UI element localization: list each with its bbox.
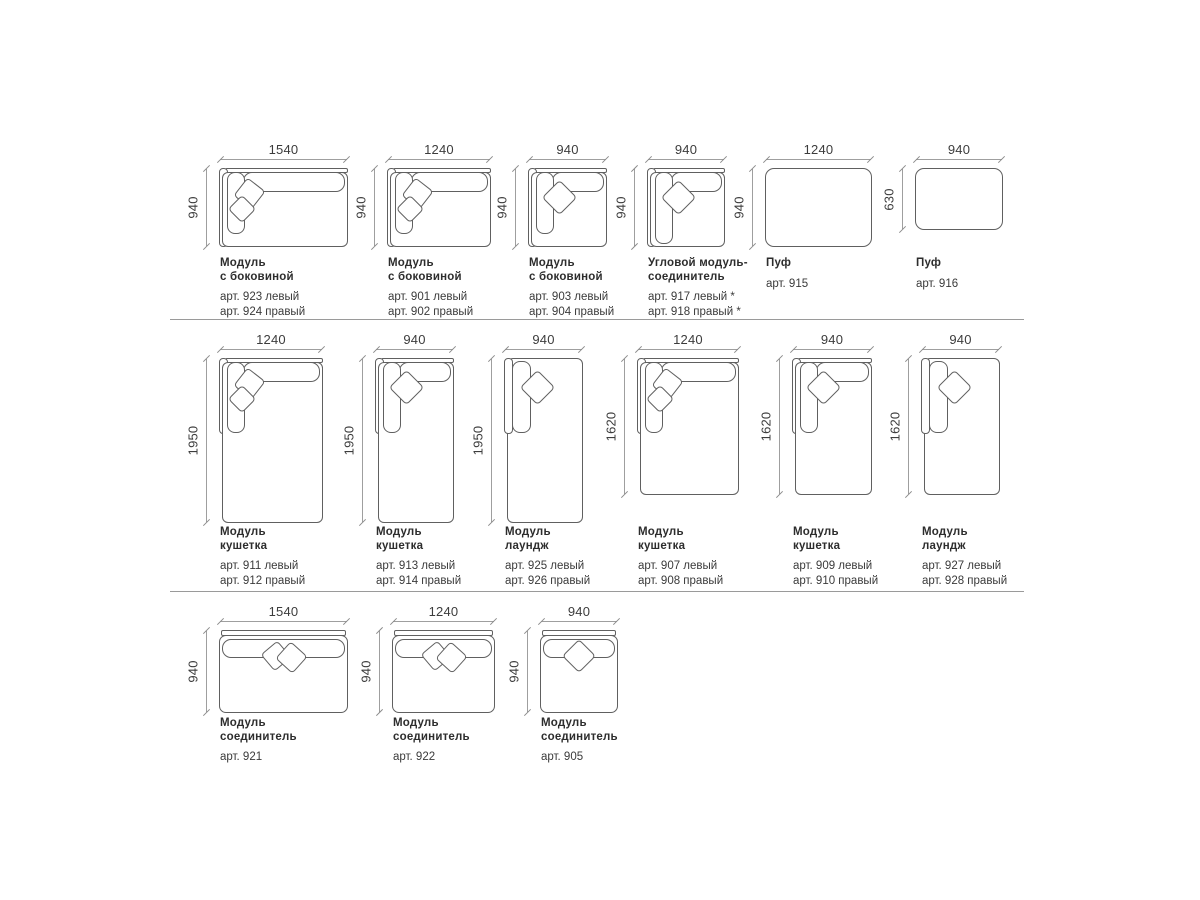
depth-dimension-value [468,358,488,523]
module-label [220,257,380,320]
module-name: Модуль [529,257,575,269]
depth-dimension-value [879,168,899,230]
depth-dimension-line [374,169,375,246]
depth-dimension-text: 1620 [758,411,774,442]
module-label [638,526,798,589]
armrest-cushion [929,361,948,433]
module-article-number: арт. 912 правый [220,575,306,587]
dimension-tick [998,156,1005,163]
width-dimension-value: 1540 [268,604,299,619]
depth-dimension-value [183,168,203,247]
dimension-tick [486,156,493,163]
module-article-number: арт. 908 правый [638,575,724,587]
module-name: лаундж [922,539,966,552]
pouf-outline [765,168,872,247]
dimension-tick [359,519,366,526]
width-dimension-line [793,349,871,350]
depth-dimension-value [339,358,359,523]
module-article-number: арт. 916 [916,277,959,290]
width-dimension-line [541,621,617,622]
module-drawing-daybed [219,358,323,523]
width-dimension-line [648,159,724,160]
dimension-tick [371,243,378,250]
module-articles [922,559,1082,589]
width-dimension-value: 940 [567,604,591,619]
module-name: кушетка [793,539,841,552]
module-label [393,717,553,765]
depth-dimension-text: 940 [613,196,629,219]
dimension-tick [602,156,609,163]
width-dimension-value: 940 [820,332,844,347]
dimension-tick [613,618,620,625]
depth-dimension-text: 630 [881,187,897,211]
module-name: соединитель [541,730,618,743]
dimension-tick [867,346,874,353]
dimension-tick [995,346,1002,353]
width-dimension-line [220,621,347,622]
module-name: соединитель [220,730,297,743]
module-articles [541,750,701,765]
module-label [922,526,1082,589]
dimension-tick [203,243,210,250]
depth-dimension-line [902,169,903,229]
depth-dimension-text: 940 [731,196,747,219]
module-name: с боковиной [388,270,462,283]
module-articles [393,750,553,765]
dimension-tick [203,709,210,716]
depth-dimension-text: 1950 [185,425,201,456]
dimension-tick [490,618,497,625]
depth-dimension-value [729,168,749,247]
module-label [541,717,701,765]
depth-dimension-line [206,631,207,712]
module-articles [220,559,380,589]
width-dimension-line [638,349,738,350]
module-drawing-daybed [637,358,739,495]
module-articles [388,290,548,320]
dimension-tick [449,346,456,353]
dimension-tick [488,519,495,526]
module-name: Модуль [376,526,422,538]
module-name: с боковиной [529,270,603,283]
width-dimension-line [393,621,494,622]
depth-dimension-value [885,358,905,495]
width-dimension-line [766,159,871,160]
armrest-cushion [512,361,531,433]
module-name: с боковиной [220,270,294,283]
width-dimension-value: 940 [674,142,698,157]
width-dimension-value: 940 [947,142,971,157]
module-name: Пуф [766,257,792,269]
module-articles [220,290,380,320]
module-articles [916,277,1076,292]
depth-dimension-line [908,359,909,494]
width-dimension-line [376,349,453,350]
dimension-tick [776,491,783,498]
module-article-number: арт. 907 левый [638,560,718,572]
dimension-tick [749,243,756,250]
module-drawing-pouf [765,168,872,247]
width-dimension-value: 1240 [256,332,286,347]
module-drawing-side [387,168,491,247]
module-article-number: арт. 903 левый [529,291,609,303]
module-name: Пуф [916,257,942,269]
module-article-number: арт. 902 правый [388,306,474,318]
module-article-number: арт. 901 левый [388,291,468,303]
armrest-cushion [655,172,673,244]
module-name: Модуль [793,526,839,538]
module-name: Модуль [638,526,684,538]
width-dimension-line [220,349,322,350]
depth-dimension-text: 940 [506,660,522,683]
depth-dimension-line [362,359,363,522]
module-name: лаундж [505,539,549,552]
depth-dimension-line [379,631,380,712]
dimension-tick [899,226,906,233]
module-drawing-connector [540,630,618,713]
module-name: Модуль [505,526,551,538]
module-articles [648,290,808,320]
depth-dimension-value [756,358,776,495]
module-article-number: арт. 915 [766,277,809,290]
depth-dimension-text: 940 [185,660,201,683]
module-article-number: арт. 922 [393,751,436,763]
module-name: Модуль [388,257,434,269]
module-article-number: арт. 926 правый [505,575,591,587]
module-drawing-daybed [792,358,872,495]
depth-dimension-value [504,630,524,713]
width-dimension-value: 1240 [673,332,703,347]
width-dimension-line [220,159,347,160]
width-dimension-line [505,349,582,350]
width-dimension-value: 940 [556,142,579,157]
module-article-number: арт. 927 левый [922,560,1002,572]
dimension-tick [318,346,325,353]
module-drawing-daybed [375,358,454,523]
depth-dimension-value [611,168,631,247]
module-article-number: арт. 914 правый [376,575,462,587]
module-drawing-corner [647,168,725,247]
width-dimension-value: 940 [949,332,972,347]
depth-dimension-text: 940 [353,196,369,219]
module-article-number: арт. 910 правый [793,575,879,587]
width-dimension-value: 940 [403,332,426,347]
module-name: Модуль [220,257,266,269]
depth-dimension-line [634,169,635,246]
dimension-tick [343,618,350,625]
dimension-tick [512,243,519,250]
module-name: кушетка [220,539,268,552]
module-name: Модуль [393,717,439,729]
pouf-outline [915,168,1003,230]
depth-dimension-text: 940 [358,660,374,683]
dimension-tick [376,709,383,716]
width-dimension-line [922,349,999,350]
width-dimension-value: 1240 [424,142,454,157]
module-article-number: арт. 928 правый [922,575,1008,587]
module-article-number: арт. 925 левый [505,560,585,572]
depth-dimension-line [206,359,207,522]
width-dimension-value: 1240 [428,604,459,619]
module-articles [220,750,380,765]
module-drawing-side [528,168,607,247]
module-name: кушетка [376,539,424,552]
dimension-tick [578,346,585,353]
depth-dimension-line [527,631,528,712]
depth-dimension-line [752,169,753,246]
module-name: кушетка [638,539,686,552]
depth-dimension-text: 940 [185,196,201,219]
module-article-number: арт. 918 правый * [648,306,741,318]
width-dimension-line [529,159,606,160]
module-name: Угловой модуль- [648,257,748,269]
depth-dimension-text: 940 [494,196,510,219]
module-articles [638,559,798,589]
module-article-number: арт. 904 правый [529,306,615,318]
dimension-tick [631,243,638,250]
module-name: соединитель [393,730,470,743]
module-name: Модуль [220,717,266,729]
dimension-tick [720,156,727,163]
depth-dimension-line [779,359,780,494]
width-dimension-value: 1240 [803,142,834,157]
module-label [766,257,926,292]
module-label [220,717,380,765]
module-drawing-connector [392,630,495,713]
module-label [220,526,380,589]
depth-dimension-value [351,168,371,247]
module-drawing-side [219,168,348,247]
module-name: соединитель [648,270,725,283]
depth-dimension-line [206,169,207,246]
width-dimension-value: 940 [532,332,555,347]
width-dimension-line [388,159,490,160]
module-name: Модуль [541,717,587,729]
module-articles [766,277,926,292]
module-drawing-lounge [921,358,1000,495]
module-article-number: арт. 909 левый [793,560,873,572]
dimension-tick [343,156,350,163]
depth-dimension-value [183,358,203,523]
depth-dimension-text: 1950 [470,425,486,456]
module-article-number: арт. 923 левый [220,291,300,303]
depth-dimension-line [515,169,516,246]
module-article-number: арт. 911 левый [220,560,299,572]
section-divider [170,591,1024,592]
depth-dimension-line [624,359,625,494]
depth-dimension-value [183,630,203,713]
depth-dimension-value [356,630,376,713]
module-article-number: арт. 921 [220,751,263,763]
dimension-tick [621,491,628,498]
module-name: Модуль [922,526,968,538]
depth-dimension-text: 1620 [603,411,619,442]
module-article-number: арт. 913 левый [376,560,456,572]
module-article-number: арт. 924 правый [220,306,306,318]
module-article-number: арт. 917 левый * [648,291,735,303]
module-label [388,257,548,320]
module-article-number: арт. 905 [541,751,584,763]
depth-dimension-text: 1950 [341,425,357,456]
module-drawing-lounge [504,358,583,523]
depth-dimension-line [491,359,492,522]
depth-dimension-value [492,168,512,247]
dimension-tick [867,156,874,163]
width-dimension-value: 1540 [268,142,299,157]
dimension-tick [905,491,912,498]
dimension-tick [734,346,741,353]
dimension-tick [203,519,210,526]
module-name: Модуль [220,526,266,538]
dimension-tick [524,709,531,716]
depth-dimension-text: 1620 [887,411,903,442]
module-drawing-pouf [915,168,1003,230]
module-label [916,257,1076,292]
depth-dimension-value [601,358,621,495]
width-dimension-line [916,159,1002,160]
module-drawing-connector [219,630,348,713]
